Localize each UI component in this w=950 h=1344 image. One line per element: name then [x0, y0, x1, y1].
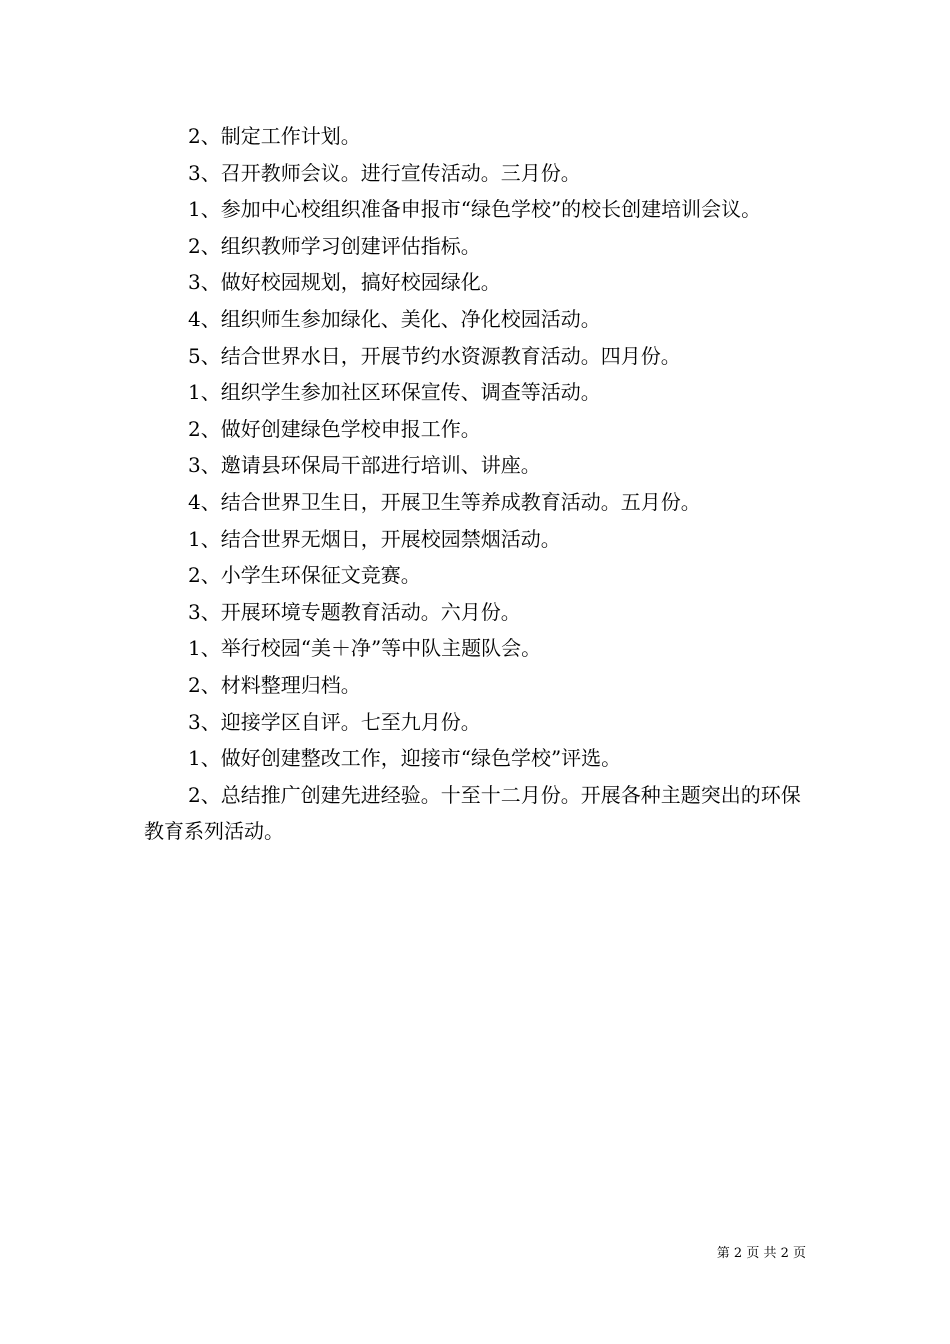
page-number-footer: 第 2 页 共 2 页 — [716, 1246, 806, 1261]
paragraph: 5、结合世界水日，开展节约水资源教育活动。四月份。 — [188, 343, 681, 368]
document-body — [144, 118, 812, 850]
paragraph: 1、做好创建整改工作，迎接市“绿色学校”评选。 — [188, 746, 622, 771]
paragraph: 3、邀请县环保局干部进行培训、讲座。 — [188, 453, 541, 478]
paragraph: 2、总结推广创建先进经验。十至十二月份。开展各种主题突出的环保教育系列活动。 — [144, 782, 801, 844]
paragraph: 2、组织教师学习创建评估指标。 — [188, 233, 481, 258]
paragraph: 4、结合世界卫生日，开展卫生等养成教育活动。五月份。 — [188, 489, 701, 514]
paragraph: 1、组织学生参加社区环保宣传、调查等活动。 — [188, 380, 601, 405]
paragraph: 2、材料整理归档。 — [188, 672, 361, 697]
paragraph: 1、结合世界无烟日，开展校园禁烟活动。 — [188, 526, 561, 551]
paragraph: 3、迎接学区自评。七至九月份。 — [188, 709, 481, 734]
paragraph: 3、开展环境专题教育活动。六月份。 — [188, 599, 521, 624]
paragraph: 2、做好创建绿色学校申报工作。 — [188, 416, 481, 441]
paragraph: 3、召开教师会议。进行宣传活动。三月份。 — [188, 160, 581, 185]
paragraph: 1、参加中心校组织准备申报市“绿色学校”的校长创建培训会议。 — [188, 197, 762, 222]
paragraph: 2、小学生环保征文竞赛。 — [188, 563, 421, 588]
paragraph: 4、组织师生参加绿化、美化、净化校园活动。 — [188, 306, 601, 331]
paragraph: 2、制定工作计划。 — [188, 124, 361, 148]
paragraph: 1、举行校园“美＋净”等中队主题队会。 — [188, 636, 542, 661]
paragraph: 3、做好校园规划，搞好校园绿化。 — [188, 270, 501, 295]
